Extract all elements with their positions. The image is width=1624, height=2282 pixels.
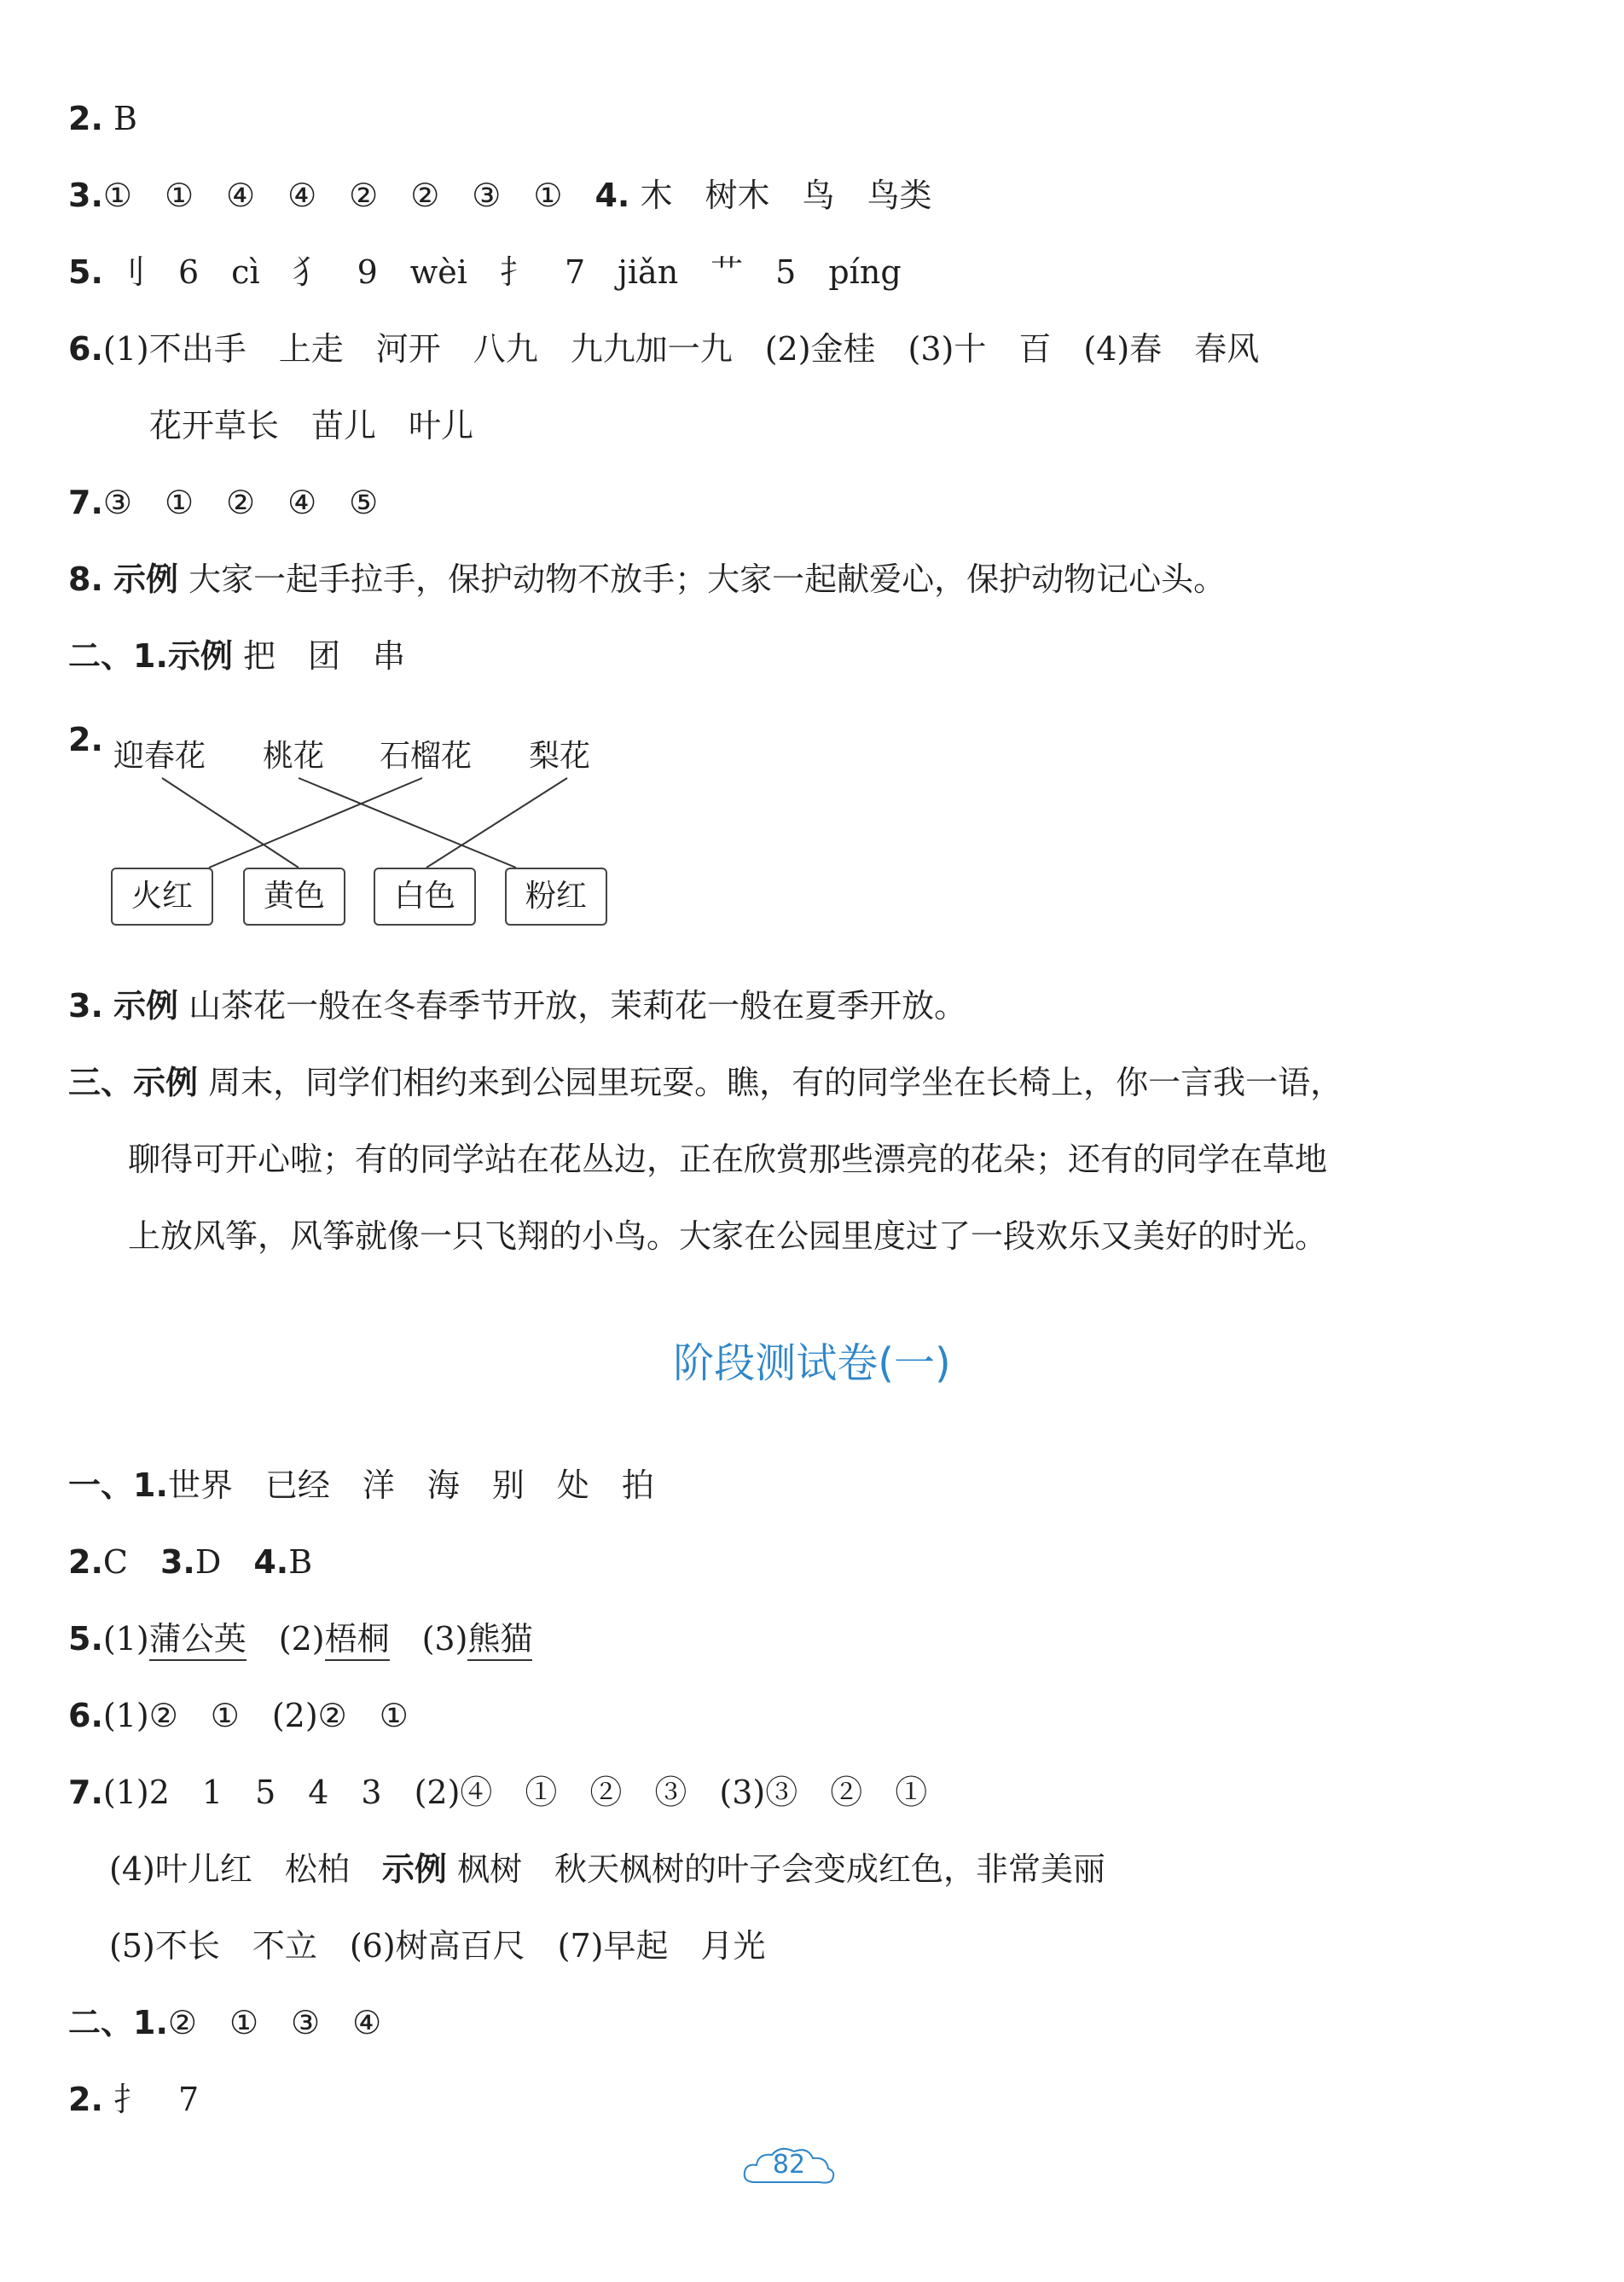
answer-8: 8. 示例 大家一起手拉手，保护动物不放手；大家一起献爱心，保护动物记心头。	[68, 560, 1227, 598]
test-answer-5: 5.(1)蒲公英 (2)梧桐 (3)熊猫	[68, 1617, 532, 1660]
test-part2-answer-2: 2. 扌 7	[68, 2081, 200, 2118]
test-answer-7: 7.(1)2 1 5 4 3 (2)④ ① ② ③ (3)③ ② ①	[68, 1774, 928, 1811]
test-answer-2-4: 2.C 3.D 4.B	[68, 1543, 313, 1581]
answer-2: 2. B	[68, 100, 137, 137]
section-title: 阶段测试卷(一)	[673, 1339, 951, 1387]
answer-6: 6.(1)不出手 上走 河开 八九 九九加一九 (2)金桂 (3)十 百 (4)春 春风	[68, 330, 1260, 368]
test-answer-1: 一、1.世界 已经 洋 海 别 处 拍	[68, 1466, 654, 1504]
match-line-yingchun-huangse	[162, 778, 299, 868]
test-part2-answer-1: 二、1.② ① ③ ④	[68, 2004, 382, 2041]
part2-answer-2-num: 2.	[68, 721, 103, 758]
color-box-baise: 白色	[374, 868, 476, 926]
part2-answer-1: 二、1.示例 把 团 串	[68, 637, 406, 675]
page-number: 82	[772, 2150, 806, 2180]
color-box-huohong: 火红	[111, 868, 213, 926]
color-box-huangse: 黄色	[243, 868, 345, 926]
test-answer-7-cont-2: (5)不长 不立 (6)树高百尺 (7)早起 月光	[109, 1927, 766, 1965]
part2-answer-3: 3. 示例 山茶花一般在冬春季节开放，茉莉花一般在夏季开放。	[68, 987, 967, 1025]
match-line-tao-fenhong	[299, 778, 516, 868]
part3-line-3: 上放风筝，风筝就像一只飞翔的小鸟。大家在公园里度过了一段欢乐又美好的时光。	[128, 1217, 1328, 1255]
flower-yingchunhua: 迎春花	[113, 739, 206, 774]
answer-3-4: 3.① ① ④ ④ ② ② ③ ① 4. 木 树木 鸟 鸟类	[68, 177, 932, 214]
part3-line-1: 三、示例 周末，同学们相约来到公园里玩耍。瞧，有的同学坐在长椅上，你一言我一语，	[68, 1064, 1343, 1101]
flower-shiliuhua: 石榴花	[380, 739, 473, 774]
test-answer-7-cont-1: (4)叶儿红 松柏 示例 枫树 秋天枫树的叶子会变成红色，非常美丽	[109, 1850, 1105, 1888]
part3-line-2: 聊得可开心啦；有的同学站在花丛边，正在欣赏那些漂亮的花朵；还有的同学在草地	[128, 1141, 1328, 1178]
test-answer-6: 6.(1)② ① (2)② ①	[68, 1697, 409, 1734]
flower-lihua: 梨花	[529, 739, 591, 774]
answer-5: 5. 刂 6 cì 犭 9 wèi 扌 7 jiǎn 艹 5 píng	[68, 253, 902, 291]
answer-7: 7.③ ① ② ④ ⑤	[68, 484, 379, 521]
matching-lines	[0, 0, 1624, 938]
match-line-li-baise	[426, 778, 567, 868]
match-line-shiliu-huohong	[209, 778, 422, 868]
color-box-fenhong: 粉红	[505, 868, 607, 926]
answer-6-cont: 花开草长 苗儿 叶儿	[149, 407, 474, 444]
flower-taohua: 桃花	[263, 739, 325, 774]
